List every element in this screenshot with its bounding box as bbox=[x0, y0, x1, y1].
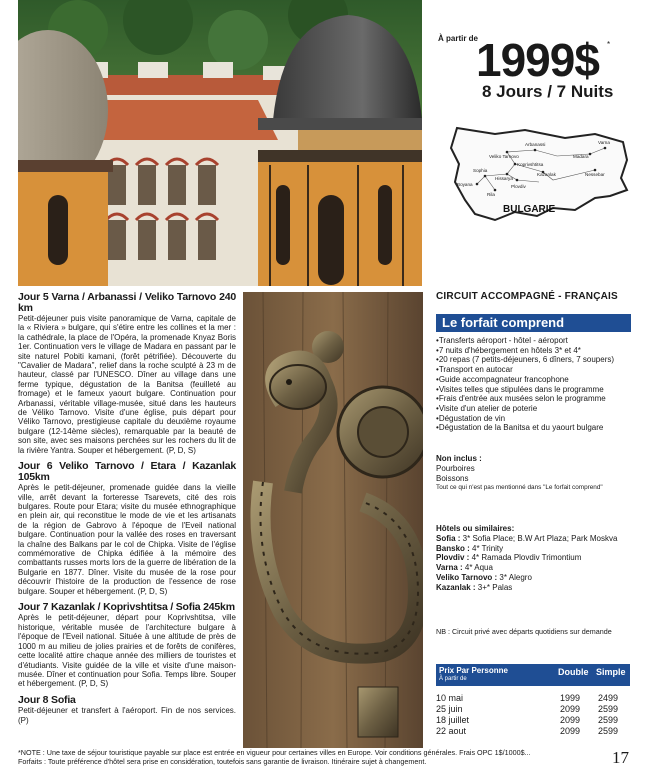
circuit-type: CIRCUIT ACCOMPAGNÉ - FRANÇAIS bbox=[436, 291, 618, 302]
day-title: Jour 8 Sofia bbox=[18, 693, 76, 706]
list-item: • Frais d'entrée aux musées selon le programme bbox=[436, 394, 631, 404]
hotel-line: Varna : 4* Aqua bbox=[436, 563, 493, 573]
door-handle-photo bbox=[243, 292, 423, 748]
map-city: Varna bbox=[598, 140, 610, 145]
col-double: Double bbox=[558, 667, 589, 677]
hotels-list bbox=[436, 524, 636, 593]
hotel-line: Kazanlak : 3+* Palas bbox=[436, 582, 513, 592]
map-city: Kazanlak bbox=[537, 172, 556, 177]
day-text: Après le petit-déjeuner, départ pour Koprivshtitsa, ville historique, véritable musée de l'architecture bulgare à l'époque de l'Eveil national. Située à une altitude de près de 1000 m au milieu de jolies prairies et de forêts de conifères, cette localité attire chaque année des milliers de touristes et d'étudiants. Visite guidée de la ville et visite d'une maison-musée. Dîner et continuation pour Sofia. Temps libre. Souper et hébergement. (P, D, S) bbox=[18, 613, 236, 689]
map-city: Veliko Tarnovo bbox=[489, 154, 519, 159]
trip-duration: 8 Jours / 7 Nuits bbox=[482, 82, 614, 101]
list-item: • Transferts aéroport - hôtel - aéroport bbox=[436, 336, 631, 346]
monastery-photo bbox=[18, 0, 422, 286]
footnote bbox=[18, 748, 608, 766]
price-amount: 1999$ bbox=[476, 34, 599, 86]
price-table-title: Prix Par Personne bbox=[439, 666, 508, 675]
map-city: Plovdiv bbox=[511, 184, 526, 189]
table-row: 10 mai 1999 2499 bbox=[436, 693, 619, 703]
col-simple: Simple bbox=[596, 667, 626, 677]
footnote-line: *NOTE : Une taxe de séjour touristique payable sur place est entrée en vigueur pour certaines villes en Europe. Voir conditions générales. Frais OPC 1$/1000$... bbox=[18, 748, 531, 757]
bulgaria-map bbox=[445, 120, 635, 230]
map-city: Nessebar bbox=[585, 172, 605, 177]
map-city: Boyana bbox=[457, 182, 473, 187]
hotel-line: Plovdiv : 4* Ramada Plovdiv Trimontium bbox=[436, 553, 582, 563]
price-asterisk: * bbox=[607, 40, 611, 49]
forfait-header: Le forfait comprend bbox=[436, 314, 631, 332]
map-city: Rila bbox=[487, 192, 495, 197]
day-title: Jour 5 Varna / Arbanassi / Veliko Tarnovo 240 km bbox=[18, 291, 236, 314]
list-item: • Dégustation de vin bbox=[436, 414, 631, 424]
footnote-line: Forfaits : Toute préférence d'hôtel sera prise en considération, toutefois sans garantie de livraison. Itinéraire sujet à changement. bbox=[18, 757, 427, 766]
map-city: Hissarya bbox=[495, 176, 513, 181]
map-city: Koprivshtitsa bbox=[517, 162, 544, 167]
list-item: • Transport en autocar bbox=[436, 365, 631, 375]
map-city: Madara bbox=[573, 154, 589, 159]
day-text: Après le petit-déjeuner, promenade guidée dans la vieille ville, arrêt devant la forteresse Tsarevets, cité des rois bulgares. Route pour Etara; visite du musée ethnographique en plein air, qui reconstitue le mode de vie et les artisanats de la région de Gabrovo à l'époque de l'Eveil national bulgare. Continuation pour la vallée des roses en traversant la chaîne des Balkans par le col de Chipka. Visite de l'église commémorative de Chipka édifiée à la mémoire des combattants russes morts lors de la guerre de libération de la Bulgarie en 1877. Dîner. Visite du musée de la rose pour découvrir l'histoire de la production de l'essence de rose bulgare. Souper et hébergement. (P, D, S) bbox=[18, 483, 236, 596]
hotels-title: Hôtels ou similaires: bbox=[436, 524, 515, 533]
hotel-line: Sofia : 3* Sofia Place; B.W Art Plaza; Park Moskva bbox=[436, 533, 618, 543]
price-from-label: À partir de bbox=[438, 34, 479, 43]
day-text: Petit-déjeuner puis visite panoramique de Varna, capitale de la « Riviera » bulgare, qui s'étire entre les collines et la mer : la cathédrale, la place de l'Opéra, la promenade Knyaz Boris 1er. Continuation vers le village de Madara en passant par le site naturel Pobiti kamani, (forêt pétrifiée). Découverte du "Cavalier de Madara", relief dans la roche sculpté à 23 m de hauteur, classé par l'UNESCO. Dîner au village dans une ferme typique, dégustation de la Banitsa (feuilleté au fromage) et le fameux yaourt bulgare. Continuation pour Arbanassi, véritable village-musée, situé dans les hauteurs de Véliko Tarnovo. Visite d'une église, puis départ pour Véliko Tarnovo, prestigieuse capitale du deuxième royaume bulgare (12-14ème siècles), remarquable par la beauté de son site, avec ses maisons perchées sur les rochers du lit de la rivière Yantra. Souper et hébergement. (P, D, S) bbox=[18, 314, 236, 455]
map-city: Sophia bbox=[473, 168, 488, 173]
page-number: 17 bbox=[612, 748, 629, 767]
table-row: 25 juin 2099 2599 bbox=[436, 704, 619, 714]
list-item: • Visite d'un atelier de poterie bbox=[436, 404, 631, 414]
day-title: Jour 6 Veliko Tarnovo / Etara / Kazanlak 105km bbox=[18, 460, 236, 483]
list-item: • Dégustation de la Banitsa et du yaourt bulgare bbox=[436, 423, 631, 433]
non-inclus-item: Pourboires bbox=[436, 463, 475, 473]
map-city: Arbanassi bbox=[525, 142, 546, 147]
itinerary-article bbox=[18, 292, 236, 731]
nb-note: NB : Circuit privé avec départs quotidiens sur demande bbox=[436, 627, 612, 636]
list-item: • Guide accompagnateur francophone bbox=[436, 375, 631, 385]
right-column bbox=[436, 292, 631, 302]
day-title: Jour 7 Kazanlak / Koprivshtitsa / Sofia 245km bbox=[18, 600, 235, 613]
hotel-line: Bansko : 4* Trinity bbox=[436, 543, 504, 553]
price-table-subtitle: À partir de bbox=[439, 676, 467, 682]
list-item: • 7 nuits d'hébergement en hôtels 3* et 4* bbox=[436, 346, 631, 356]
price-table bbox=[436, 664, 630, 737]
price-table-header bbox=[436, 664, 630, 686]
non-inclus bbox=[436, 454, 636, 493]
day-text: Petit-déjeuner et transfert à l'aéroport. Fin de nos services. (P) bbox=[18, 706, 236, 725]
map-country-label: BULGARIE bbox=[503, 204, 556, 215]
table-row: 18 juillet 2099 2599 bbox=[436, 715, 619, 725]
table-row: 22 aout 2099 2599 bbox=[436, 726, 619, 736]
list-item: • Visites telles que stipulées dans le programme bbox=[436, 385, 631, 395]
non-inclus-item: Tout ce qui n'est pas mentionné dans "Le forfait comprend" bbox=[436, 484, 603, 492]
list-item: • 20 repas (7 petits-déjeuners, 6 dîners, 7 soupers) bbox=[436, 355, 631, 365]
hotel-line: Veliko Tarnovo : 3* Alegro bbox=[436, 572, 532, 582]
non-inclus-item: Boissons bbox=[436, 473, 469, 483]
non-inclus-title: Non inclus : bbox=[436, 454, 482, 463]
forfait-list bbox=[436, 336, 631, 433]
